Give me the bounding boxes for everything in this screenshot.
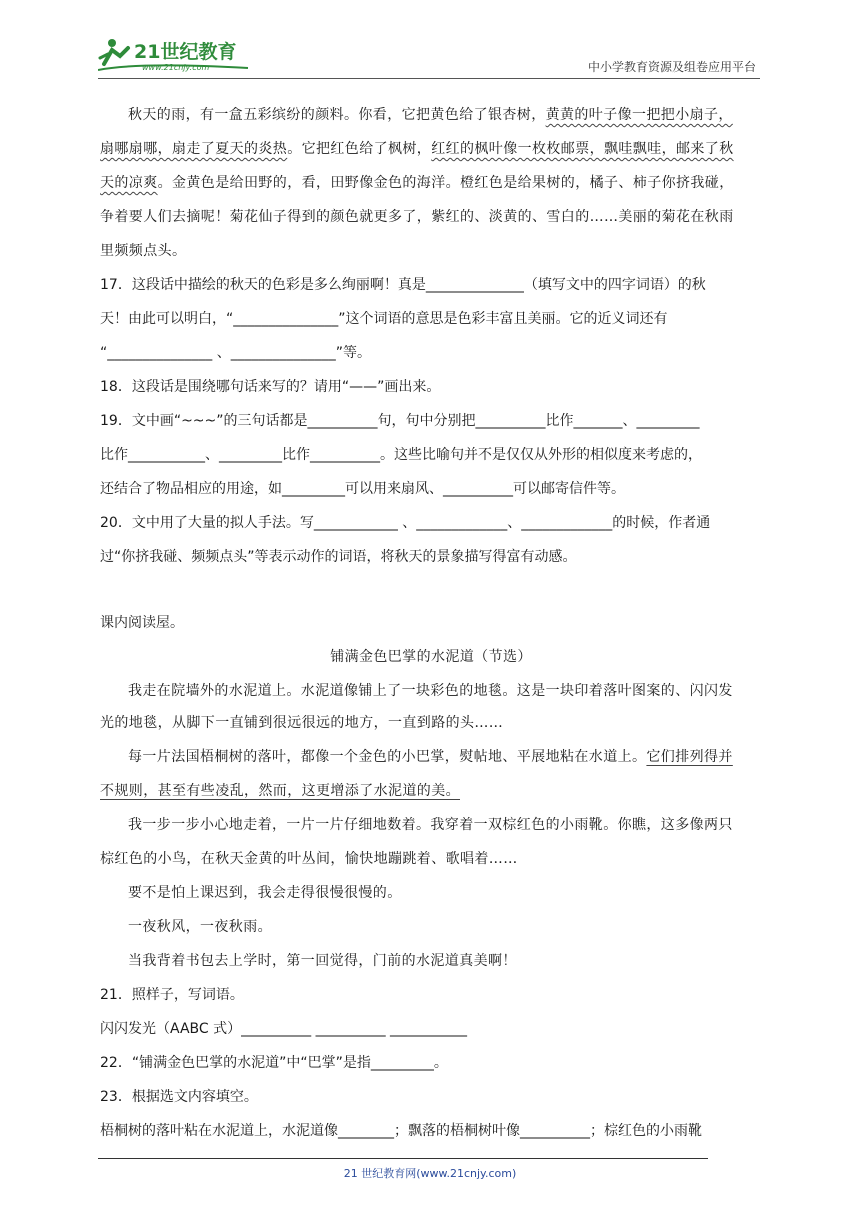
question-17-line3: “_______________ 、_______________”等。 <box>100 345 371 361</box>
passage1-line5: 里频频点头。 <box>100 243 187 259</box>
site-logo <box>98 34 258 74</box>
question-18: 18．这段话是围绕哪句话来写的？请用“——”画出来。 <box>100 379 441 395</box>
question-20-line2: 过“你挤我碰、频频点头”等表示动作的词语，将秋天的景象描写得富有动感。 <box>100 549 577 565</box>
passage1-line4: 争着要人们去摘呢！菊花仙子得到的颜色就更多了，紫红的、淡黄的、雪白的……美丽的菊花在秋雨 <box>100 209 734 225</box>
footer-divider <box>98 1158 708 1159</box>
passage1-line3: 天的凉爽。金黄色是给田野的，看，田野像金色的海洋。橙红色是给果树的，橘子、柿子你挤我碰， <box>100 175 734 191</box>
simile-stamp: 红红的枫叶像一枚枚邮票，飘哇飘哇，邮来了秋 <box>431 141 734 157</box>
question-17-line2: 天！由此可以明白，“_______________”这个词语的意思是色彩丰富且美丽。它的近义词还有 <box>100 311 668 327</box>
question-19-line2: 比作___________、_________比作__________。这些比喻句并不是仅仅从外形的相似度来考虑的， <box>100 447 702 463</box>
question-22: 22．“铺满金色巴掌的水泥道”中“巴掌”是指_________。 <box>100 1055 448 1071</box>
platform-name: 中小学教育资源及组卷应用平台 <box>587 60 756 74</box>
question-20-line1: 20．文中用了大量的拟人手法。写____________ 、_____________、_____________的时候，作者通 <box>100 515 711 531</box>
question-17-line1: 17．这段话中描绘的秋天的色彩是多么绚丽啊！真是______________（填写文中的四字词语）的秋 <box>100 277 706 293</box>
footer-text: 21 世纪教育网(www.21cnjy.com) <box>343 1167 517 1180</box>
passage2-p6: 当我背着书包去上学时，第一回觉得，门前的水泥道真美啊！ <box>128 953 517 969</box>
simile-fan: 黄黄的叶子像一把把小扇子， <box>545 107 733 123</box>
section-intro: 课内阅读屋。 <box>100 615 184 631</box>
page-header <box>98 30 760 79</box>
passage2-p2-line1: 每一片法国梧桐树的落叶，都像一个金色的小巴掌，熨帖地、平展地粘在水道上。它们排列得并 <box>128 749 733 765</box>
logo-url: www.21cnjy.com <box>142 63 210 72</box>
question-23-line1: 梧桐树的落叶粘在水泥道上，水泥道像________；飘落的梧桐树叶像__________；棕红色的小雨靴 <box>100 1123 702 1139</box>
passage2-p3-line1: 我一步一步小心地走着，一片一片仔细地数着。我穿着一双棕红色的小雨靴。你瞧，这多像两只 <box>128 817 733 833</box>
question-19-line3: 还结合了物品相应的用途，如_________可以用来扇风、__________可以邮寄信件等。 <box>100 481 625 497</box>
question-19-line1: 19．文中画“~~~”的三句话都是__________句，句中分别把__________比作_______、_________ <box>100 413 700 429</box>
passage1-line1: 秋天的雨，有一盒五彩缤纷的颜料。你看，它把黄色给了银杏树，黄黄的叶子像一把把小扇子， <box>128 107 733 123</box>
passage2-title: 铺满金色巴掌的水泥道（节选） <box>330 649 532 665</box>
passage1-line2: 扇哪扇哪，扇走了夏天的炎热。它把红色给了枫树，红红的枫叶像一枚枚邮票，飘哇飘哇，邮来了秋 <box>100 141 734 157</box>
logo-text: 21世纪教育 <box>134 41 237 63</box>
underlined-sentence: 它们排列得并 <box>646 749 733 765</box>
passage2-p1-line2: 光的地毯，从脚下一直铺到很远很远的地方，一直到路的头…… <box>100 715 504 731</box>
question-21: 21．照样子，写词语。 <box>100 987 244 1003</box>
passage2-p2-line2: 不规则，甚至有些凌乱，然而，这更增添了水泥道的美。 <box>100 783 460 799</box>
question-23: 23．根据选文内容填空。 <box>100 1089 258 1105</box>
passage2-p4: 要不是怕上课迟到，我会走得很慢很慢的。 <box>128 885 402 901</box>
passage2-p5: 一夜秋风，一夜秋雨。 <box>128 919 272 935</box>
passage2-p3-line2: 棕红色的小鸟，在秋天金黄的叶丛间，愉快地蹦跳着、歌唱着…… <box>100 851 518 867</box>
question-21-example: 闪闪发光（AABC 式）__________ __________ ___________ <box>100 1021 468 1037</box>
passage2-p1-line1: 我走在院墙外的水泥道上。水泥道像铺上了一块彩色的地毯。这是一块印着落叶图案的、闪闪发 <box>128 683 733 699</box>
